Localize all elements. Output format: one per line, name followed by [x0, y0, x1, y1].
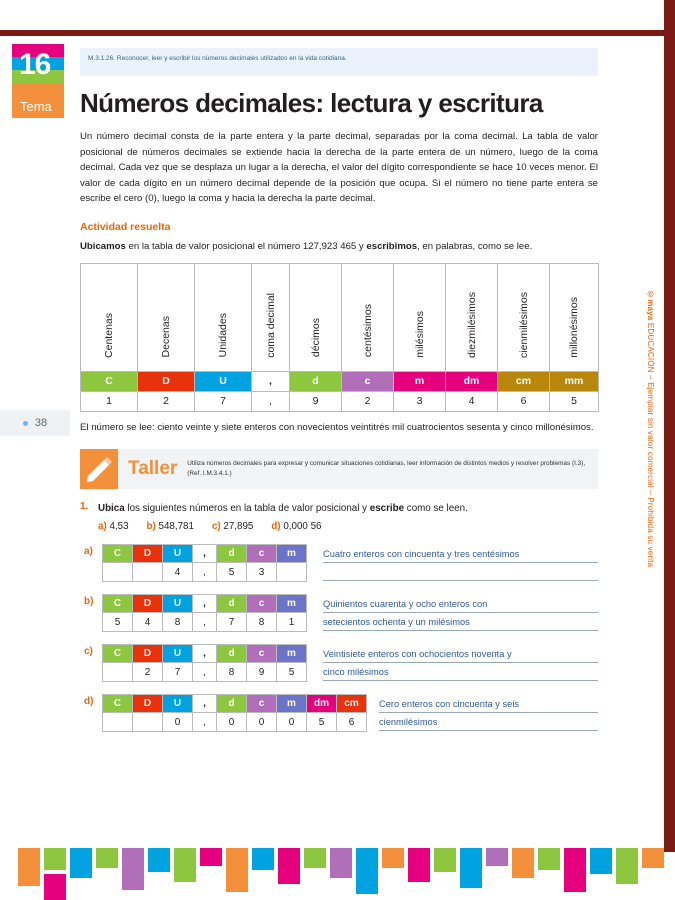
- mini-digit-cell[interactable]: 0: [247, 713, 277, 732]
- answer-b: [323, 594, 598, 631]
- mini-table-a: [102, 544, 307, 582]
- mini-table-d: [102, 694, 367, 732]
- pv-digit-cell: 6: [498, 391, 550, 411]
- mini-digit-cell[interactable]: 0: [163, 713, 193, 732]
- mini-digit-cell[interactable]: 0: [277, 713, 307, 732]
- pv-digit-cell: 2: [342, 391, 394, 411]
- mini-header-cell: d: [217, 645, 247, 663]
- mini-header-cell: D: [133, 695, 163, 713]
- mini-header-cell: c: [247, 545, 277, 563]
- place-value-table: [80, 263, 599, 412]
- pv-header-label: cienmilésimos: [517, 291, 530, 358]
- mini-digit-cell[interactable]: 1: [277, 613, 307, 632]
- top-white-bar: [0, 0, 675, 30]
- answer-c: [323, 644, 598, 681]
- pv-header-label: diezmilésimos: [465, 291, 478, 358]
- pv-abbr-cell: D: [138, 371, 195, 391]
- page-number: [0, 410, 70, 436]
- pv-abbr-cell: d: [290, 371, 342, 391]
- pv-header-cell: [342, 263, 394, 371]
- mini-header-cell: ,: [193, 645, 217, 663]
- publisher-name: ©maya: [646, 290, 655, 321]
- mini-digit-cell[interactable]: 8: [247, 613, 277, 632]
- mini-header-cell: m: [277, 595, 307, 613]
- activity-heading: Actividad resuelta: [80, 220, 171, 233]
- mini-header-cell: U: [163, 695, 193, 713]
- exercise-item: [147, 521, 194, 532]
- mini-digit-cell[interactable]: 5: [217, 563, 247, 582]
- mini-digit-row: [103, 613, 307, 632]
- pv-digit-row: [81, 391, 599, 411]
- mini-digit-cell[interactable]: 6: [337, 713, 367, 732]
- exercise-number: 1.: [80, 501, 89, 513]
- mini-digit-cell[interactable]: ,: [193, 713, 217, 732]
- mini-digit-cell[interactable]: ,: [193, 563, 217, 582]
- answer-line[interactable]: Veintisiete enteros con ochocientos noventa y: [323, 645, 598, 663]
- answer-d: [379, 694, 598, 731]
- pv-abbr-cell: dm: [446, 371, 498, 391]
- lead-bold-2: escribimos: [366, 240, 418, 252]
- sub-exercise-c: [80, 644, 598, 682]
- pv-header-cell: [195, 263, 252, 371]
- mini-digit-cell[interactable]: 8: [217, 663, 247, 682]
- mini-header-cell: D: [133, 545, 163, 563]
- mini-digit-cell[interactable]: 5: [277, 663, 307, 682]
- mini-digit-cell[interactable]: 7: [163, 663, 193, 682]
- mini-digit-row: [103, 713, 367, 732]
- exercise-item: [271, 521, 321, 532]
- lead-bold-1: Ubicamos: [80, 240, 126, 252]
- mini-header-cell: c: [247, 695, 277, 713]
- mini-digit-row: [103, 663, 307, 682]
- item-label: c): [211, 521, 221, 533]
- mini-digit-cell[interactable]: 3: [247, 563, 277, 582]
- pv-abbr-cell: ,: [252, 371, 290, 391]
- mini-digit-cell[interactable]: 5: [103, 613, 133, 632]
- mini-header-cell: c: [247, 595, 277, 613]
- taller-banner: [80, 449, 598, 489]
- pv-abbr-cell: c: [342, 371, 394, 391]
- mini-table-c: [102, 644, 307, 682]
- pv-header-cell: [394, 263, 446, 371]
- pv-header-cell: [81, 263, 138, 371]
- item-value: 548,781: [158, 521, 194, 533]
- sub-label: b): [84, 596, 94, 608]
- mini-digit-row: [103, 563, 307, 582]
- pv-header-cell: [290, 263, 342, 371]
- mini-header-cell: d: [217, 695, 247, 713]
- mini-header-row: [103, 595, 307, 613]
- pv-header-row: [81, 263, 599, 371]
- mini-header-cell: ,: [193, 545, 217, 563]
- answer-line[interactable]: setecientos ochenta y un milésimos: [323, 613, 598, 631]
- pv-header-cell: [498, 263, 550, 371]
- sub-exercise-a: [80, 544, 598, 582]
- mini-digit-cell[interactable]: 7: [217, 613, 247, 632]
- pv-digit-cell: 4: [446, 391, 498, 411]
- pencil-icon-svg: [80, 449, 118, 489]
- pv-header-label: Decenas: [160, 316, 172, 358]
- pv-header-label: Unidades: [217, 313, 229, 358]
- mini-header-cell: dm: [307, 695, 337, 713]
- item-value: 0,000 56: [283, 521, 322, 533]
- answer-line[interactable]: cinco milésimos: [323, 663, 598, 681]
- pv-header-label: milésimos: [413, 310, 426, 358]
- pv-header-cell: [138, 263, 195, 371]
- mini-header-cell: c: [247, 645, 277, 663]
- mini-digit-cell[interactable]: 8: [163, 613, 193, 632]
- pv-abbr-cell: C: [81, 371, 138, 391]
- pv-digit-cell: 9: [290, 391, 342, 411]
- mini-header-cell: D: [133, 595, 163, 613]
- answer-line[interactable]: cienmilésimos: [379, 713, 598, 731]
- mini-digit-cell[interactable]: 4: [163, 563, 193, 582]
- page-title: Números decimales: lectura y escritura: [80, 88, 543, 118]
- mini-digit-cell[interactable]: 0: [217, 713, 247, 732]
- mini-digit-cell[interactable]: [103, 713, 133, 732]
- mini-header-cell: ,: [193, 695, 217, 713]
- pv-header-label: coma decimal: [264, 292, 277, 358]
- mini-header-cell: ,: [193, 595, 217, 613]
- sub-exercise-b: [80, 594, 598, 632]
- lead-mid: en la tabla de valor posicional el número 127,923 465 y: [125, 240, 367, 252]
- answer-a: [323, 544, 598, 581]
- tema-number: 16: [19, 48, 51, 81]
- main-content: [80, 48, 598, 732]
- sub-label: c): [84, 646, 93, 658]
- mini-header-row: [103, 645, 307, 663]
- mini-digit-cell[interactable]: 9: [247, 663, 277, 682]
- pv-header-label: centésimos: [361, 304, 374, 358]
- exercise-1: [80, 501, 598, 516]
- pv-header-label: décimos: [309, 318, 322, 358]
- mini-digit-cell[interactable]: 4: [133, 613, 163, 632]
- mini-header-cell: D: [133, 645, 163, 663]
- page-number-text: 38: [34, 417, 48, 429]
- bottom-decoration: [0, 848, 675, 900]
- answer-line[interactable]: [323, 563, 598, 581]
- mini-header-row: [103, 695, 367, 713]
- copyright-side-text: [646, 290, 655, 567]
- lead-end: , en palabras, como se lee.: [417, 240, 533, 252]
- exercise-bold-2: escribe: [369, 503, 405, 515]
- mini-header-cell: m: [277, 645, 307, 663]
- pv-header-label: millonésimos: [568, 296, 580, 358]
- pv-header-label: Centenas: [103, 312, 115, 358]
- intro-paragraph: Un número decimal consta de la parte entera y la parte decimal, separadas por la coma decimal. La tabla de valor posicional de números decimales se extiende hacia la derecha de la parte entera de un número, luego de la coma decimal. Cada vez que se desplaza un lugar a la derecha, el valor del dígito correspondiente se hace 10 veces menor. El valor de cada dígito en un número decimal depende de la posición que ocupa. Si el número no tiene parte entera se escribe el cero (0), luego la coma y hacia la derecha la parte decimal.: [80, 131, 598, 205]
- mini-header-cell: C: [103, 595, 133, 613]
- mini-header-row: [103, 545, 307, 563]
- answer-line[interactable]: Cero enteros con cincuenta y seis: [379, 695, 598, 713]
- exercise-item: [98, 521, 129, 532]
- mini-digit-cell[interactable]: [133, 713, 163, 732]
- pv-abbr-cell: mm: [550, 371, 599, 391]
- mini-digit-cell[interactable]: 5: [307, 713, 337, 732]
- mini-header-cell: m: [277, 695, 307, 713]
- mini-digit-cell[interactable]: [103, 563, 133, 582]
- pv-digit-cell: 2: [138, 391, 195, 411]
- exercise-bold-1: Ubica: [98, 503, 125, 515]
- mini-header-cell: C: [103, 545, 133, 563]
- exercise-mid: los siguientes números en la tabla de valor posicional y: [124, 503, 370, 515]
- mini-digit-cell[interactable]: [103, 663, 133, 682]
- answer-line[interactable]: Quinientos cuarenta y ocho enteros con: [323, 595, 598, 613]
- pv-header-cell: [252, 263, 290, 371]
- mini-digit-cell[interactable]: ,: [193, 663, 217, 682]
- right-side-band: [664, 0, 675, 852]
- taller-title: Taller: [128, 458, 178, 480]
- pv-abbr-row: [81, 371, 599, 391]
- copyright-rest: EDUCACIÓN – Ejemplar sin valor comercial – Prohibida su venta: [646, 320, 655, 568]
- pv-header-cell: [550, 263, 599, 371]
- pv-abbr-cell: m: [394, 371, 446, 391]
- item-value: 27,895: [223, 521, 254, 533]
- mini-header-cell: d: [217, 595, 247, 613]
- mini-header-cell: m: [277, 545, 307, 563]
- mini-digit-cell[interactable]: ,: [193, 613, 217, 632]
- mini-digit-cell[interactable]: [277, 563, 307, 582]
- mini-header-cell: d: [217, 545, 247, 563]
- pv-header-cell: [446, 263, 498, 371]
- mini-header-cell: C: [103, 695, 133, 713]
- tema-label: Tema: [20, 99, 52, 114]
- pv-digit-cell: 7: [195, 391, 252, 411]
- pv-digit-cell: ,: [252, 391, 290, 411]
- item-label: a): [98, 521, 107, 533]
- item-value: 4,53: [109, 521, 129, 533]
- pv-abbr-cell: U: [195, 371, 252, 391]
- pencil-icon: [80, 449, 118, 489]
- mini-digit-cell[interactable]: 2: [133, 663, 163, 682]
- mini-header-cell: U: [163, 545, 193, 563]
- sub-exercise-d: [80, 694, 598, 732]
- reading-paragraph: El número se lee: ciento veinte y siete enteros con novecientos veintitrés mil cuatrocientos sesenta y cinco millonésimos.: [80, 421, 594, 433]
- page-dot-icon: [23, 421, 28, 426]
- sub-label: d): [84, 696, 94, 708]
- activity-lead: [80, 239, 598, 255]
- curriculum-code: M.3.1.26. Reconocer, leer y escribir los números decimales utilizados en la vida cotidiana.: [80, 48, 598, 76]
- exercise-statement: [98, 501, 468, 516]
- mini-digit-cell[interactable]: [133, 563, 163, 582]
- taller-description: Utiliza números decimales para expresar y comunicar situaciones cotidianas, leer información de distintos medios y resolver problemas (I.3), (Ref. I.M.3.4.1.): [187, 460, 586, 478]
- mini-header-cell: cm: [337, 695, 367, 713]
- pv-abbr-cell: cm: [498, 371, 550, 391]
- item-label: d): [271, 521, 281, 533]
- item-label: b): [146, 521, 156, 533]
- exercise-end: como se leen.: [404, 503, 468, 515]
- exercise-item: [212, 521, 253, 532]
- pv-digit-cell: 1: [81, 391, 138, 411]
- mini-header-cell: U: [163, 595, 193, 613]
- mini-table-b: [102, 594, 307, 632]
- top-white-rule: [0, 36, 675, 39]
- mini-header-cell: U: [163, 645, 193, 663]
- mini-header-cell: C: [103, 645, 133, 663]
- exercise-items: [98, 521, 598, 532]
- pv-digit-cell: 5: [550, 391, 599, 411]
- answer-line[interactable]: Cuatro enteros con cincuenta y tres centésimos: [323, 545, 598, 563]
- sub-label: a): [84, 546, 93, 558]
- pv-digit-cell: 3: [394, 391, 446, 411]
